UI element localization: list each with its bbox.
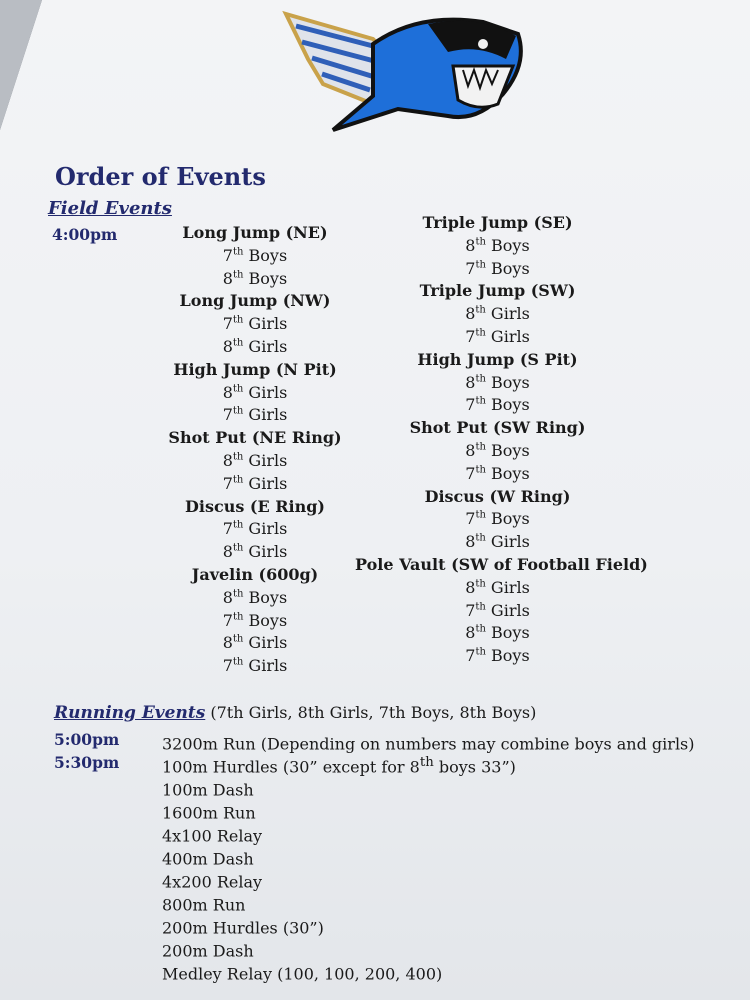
grade-suffix: th — [232, 269, 244, 281]
grade-suffix: th — [475, 327, 486, 339]
group-label: Boys — [485, 646, 530, 666]
running-event-text: 100m Hurdles (30” except for 8 — [162, 757, 420, 777]
grade-number: 7 — [222, 656, 233, 676]
field-event-name: Discus (E Ring) — [184, 496, 325, 516]
grade-suffix: th — [232, 406, 244, 418]
field-event-group — [160, 632, 350, 655]
folded-corner — [0, 0, 42, 130]
grade-suffix: th — [232, 542, 244, 554]
grade-suffix: th — [232, 656, 244, 668]
running-event-time: 5:00pm — [54, 730, 120, 749]
field-event-name: High Jump (S Pit) — [417, 349, 578, 369]
grade-number: 8 — [222, 450, 233, 470]
grade-suffix: th — [475, 532, 486, 544]
group-label: Girls — [243, 656, 288, 676]
field-event-group — [160, 541, 350, 564]
grade-suffix: th — [475, 304, 486, 316]
grade-number: 8 — [465, 577, 476, 597]
grade-suffix: th — [475, 396, 486, 408]
running-event-text: 200m Dash — [162, 941, 254, 961]
field-event-group — [160, 313, 350, 336]
group-label: Girls — [243, 314, 288, 334]
grade-number: 7 — [222, 405, 233, 425]
group-label: Girls — [243, 542, 288, 562]
group-label: Girls — [243, 473, 288, 493]
grade-number: 8 — [465, 235, 476, 255]
grade-number: 7 — [222, 314, 233, 334]
field-event-group — [355, 508, 640, 531]
field-event-group — [160, 655, 350, 678]
grade-number: 8 — [465, 304, 476, 324]
running-event-text: 100m Dash — [162, 780, 254, 800]
grade-suffix: th — [475, 601, 486, 613]
running-event-sup: th — [419, 755, 434, 770]
field-event-name: Shot Put (SW Ring) — [409, 418, 586, 438]
grade-number: 7 — [222, 473, 233, 493]
field-event-group — [355, 372, 640, 395]
grade-suffix: th — [475, 259, 486, 271]
field-event-name: Long Jump (NE) — [182, 223, 328, 242]
grade-number: 7 — [465, 463, 476, 483]
group-label: Girls — [243, 382, 288, 402]
group-label: Boys — [485, 623, 530, 643]
field-events-time: 4:00pm — [52, 225, 118, 244]
group-label: Girls — [243, 633, 288, 653]
grade-number: 8 — [465, 532, 476, 552]
grade-number: 8 — [222, 587, 233, 607]
group-label: Boys — [485, 463, 530, 483]
field-events-right-column — [355, 212, 648, 668]
grade-suffix: th — [475, 236, 486, 248]
field-event-name: Discus (W Ring) — [424, 486, 571, 506]
field-event-name: Javelin (600g) — [191, 564, 319, 584]
grade-suffix: th — [232, 520, 244, 532]
field-event-name: High Jump (N Pit) — [173, 359, 337, 379]
field-event-group — [160, 245, 350, 268]
grade-number: 8 — [222, 268, 233, 288]
group-label: Boys — [485, 440, 530, 460]
field-event-group — [355, 577, 640, 600]
grade-number: 7 — [222, 245, 233, 265]
field-event-group — [160, 473, 350, 496]
grade-suffix: th — [475, 646, 486, 658]
grade-number: 7 — [465, 646, 476, 666]
running-event-text: 400m Dash — [162, 849, 254, 869]
group-label: Girls — [243, 405, 288, 425]
grade-number: 8 — [222, 336, 233, 356]
field-event-name: Pole Vault (SW of Football Field) — [355, 554, 648, 574]
group-label: Girls — [485, 577, 530, 597]
group-label: Girls — [243, 519, 288, 539]
grade-suffix: th — [232, 611, 244, 623]
field-event-group — [355, 326, 640, 349]
group-label: Boys — [243, 245, 288, 265]
group-label: Boys — [243, 587, 288, 607]
field-event-group — [355, 235, 640, 258]
field-event-group — [355, 645, 640, 668]
grade-number: 8 — [465, 372, 476, 392]
grade-suffix: th — [232, 451, 244, 463]
grade-suffix: th — [475, 578, 486, 590]
grade-suffix: th — [232, 337, 244, 349]
grade-suffix: th — [475, 510, 486, 522]
group-label: Boys — [485, 372, 530, 392]
grade-number: 7 — [465, 258, 476, 278]
group-label: Girls — [485, 532, 530, 552]
field-event-group — [355, 531, 640, 554]
running-event-text: 3200m Run (Depending on numbers may combine boys and girls) — [162, 734, 695, 754]
field-event-group — [160, 587, 350, 610]
field-event-group — [160, 404, 350, 427]
grade-suffix: th — [232, 246, 244, 258]
running-event-text: Medley Relay (100, 100, 200, 400) — [162, 964, 443, 984]
field-event-group — [355, 303, 640, 326]
field-event-name: Triple Jump (SE) — [422, 213, 573, 232]
grade-suffix: th — [475, 464, 486, 476]
grade-number: 7 — [465, 600, 476, 620]
grade-number: 7 — [222, 610, 233, 630]
group-label: Boys — [243, 610, 288, 630]
grade-number: 7 — [465, 509, 476, 529]
group-label: Girls — [243, 450, 288, 470]
grade-suffix: th — [232, 314, 244, 326]
grade-suffix: th — [232, 588, 244, 600]
group-label: Boys — [243, 268, 288, 288]
running-event-text: 4x100 Relay — [162, 826, 263, 846]
running-event-text: 1600m Run — [162, 803, 256, 823]
running-event-name — [162, 958, 442, 985]
group-label: Boys — [485, 235, 530, 255]
field-events-heading: Field Events — [48, 198, 172, 219]
grade-number: 7 — [222, 519, 233, 539]
panther-wings-mascot-icon — [278, 4, 538, 132]
group-label: Girls — [485, 600, 530, 620]
grade-number: 7 — [465, 326, 476, 346]
group-label: Boys — [485, 395, 530, 415]
field-events-left-column — [160, 222, 350, 678]
field-event-name: Shot Put (NE Ring) — [168, 428, 342, 448]
running-event-text: 800m Run — [162, 895, 246, 915]
field-event-group — [160, 450, 350, 473]
field-event-group — [355, 440, 640, 463]
field-event-group — [160, 268, 350, 291]
running-event-text-end: boys 33”) — [433, 757, 516, 777]
grade-number: 8 — [222, 382, 233, 402]
page-title: Order of Events — [55, 162, 266, 191]
field-event-group — [355, 258, 640, 281]
field-event-group — [160, 382, 350, 405]
running-events-heading: Running Events — [54, 703, 206, 723]
group-label: Boys — [485, 258, 530, 278]
field-event-group — [160, 518, 350, 541]
grade-suffix: th — [475, 441, 486, 453]
grade-suffix: th — [232, 383, 244, 395]
grade-number: 7 — [465, 395, 476, 415]
group-label: Boys — [485, 509, 530, 529]
group-label: Girls — [485, 326, 530, 346]
running-event-time: 5:30pm — [54, 753, 120, 772]
running-events-subtitle: (7th Girls, 8th Girls, 7th Boys, 8th Boys) — [205, 703, 537, 722]
grade-number: 8 — [222, 633, 233, 653]
field-event-group — [355, 600, 640, 623]
field-event-name: Long Jump (NW) — [179, 291, 331, 311]
grade-number: 8 — [222, 542, 233, 562]
field-event-group — [355, 394, 640, 417]
field-event-group — [355, 622, 640, 645]
grade-number: 8 — [465, 623, 476, 643]
running-events-heading-line — [54, 703, 536, 723]
grade-suffix: th — [232, 474, 244, 486]
group-label: Girls — [243, 336, 288, 356]
grade-number: 8 — [465, 440, 476, 460]
field-event-group — [160, 336, 350, 359]
grade-suffix: th — [232, 634, 244, 646]
grade-suffix: th — [475, 624, 486, 636]
field-event-group — [160, 610, 350, 633]
field-event-group — [355, 463, 640, 486]
field-event-name: Triple Jump (SW) — [419, 281, 576, 301]
running-event-text: 200m Hurdles (30”) — [162, 918, 324, 938]
grade-suffix: th — [475, 373, 486, 385]
running-event-text: 4x200 Relay — [162, 872, 263, 892]
group-label: Girls — [485, 304, 530, 324]
